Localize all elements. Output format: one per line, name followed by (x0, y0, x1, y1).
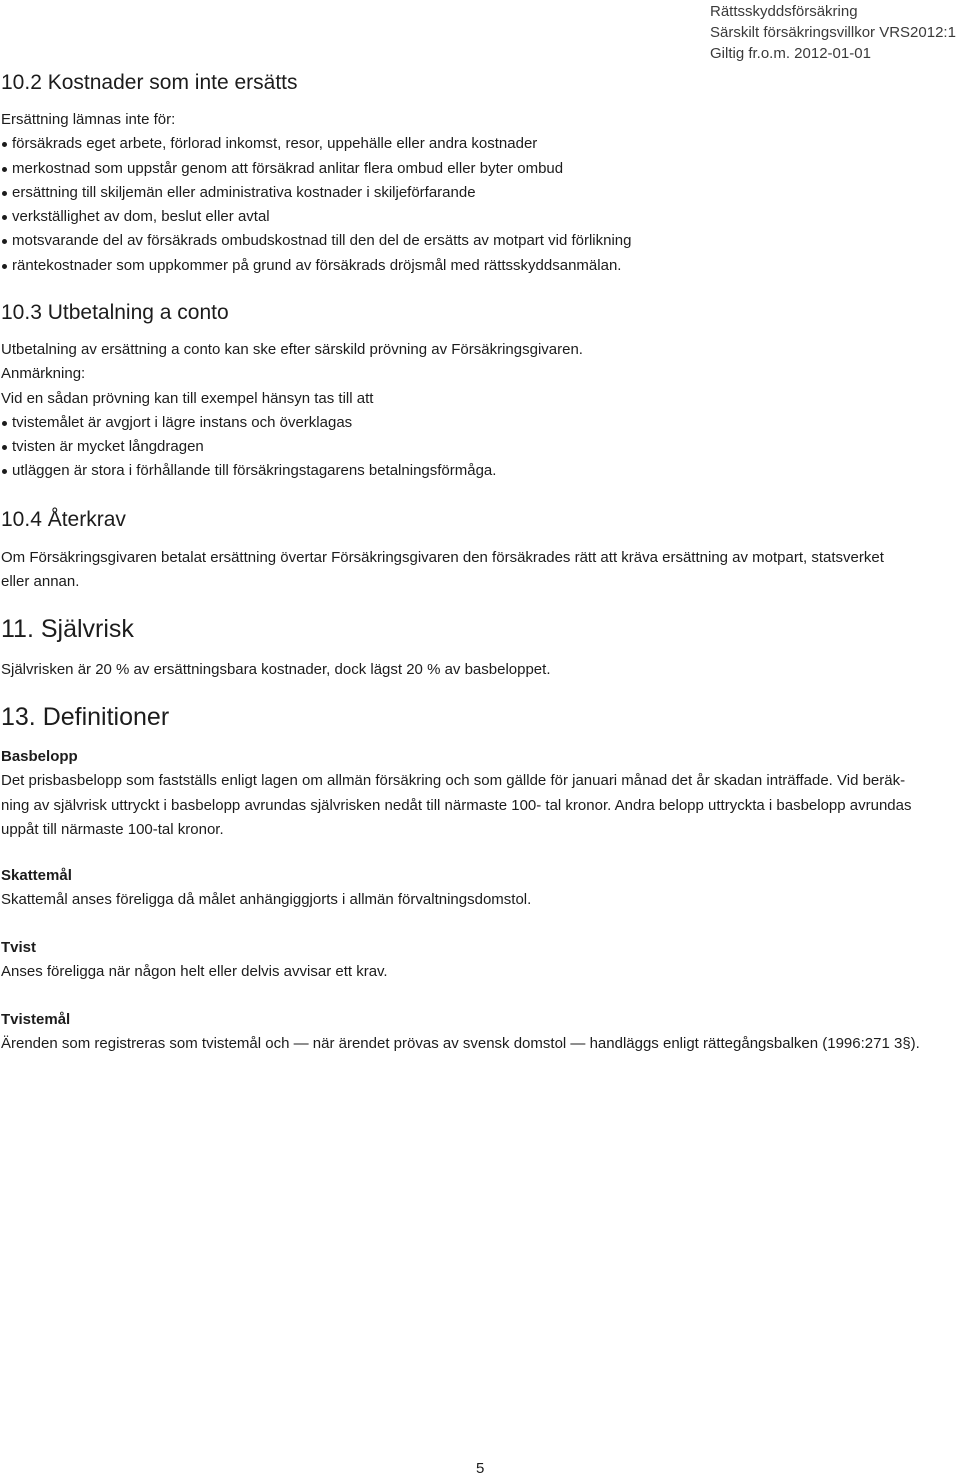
note-label: Anmärkning: (1, 365, 86, 383)
list-item: tvisten är mycket långdragen (1, 435, 956, 459)
definition-text: Ärenden som registreras som tvistemål och — när ärendet prövas av svensk domstol — handläggs enligt rättegångsbalken (1996:271 3§). (1, 1035, 920, 1053)
section-11-text: Självrisken är 20 % av ersättningsbara kostnader, dock lägst 20 % av basbeloppet. (1, 661, 551, 678)
definition-term: Tvistemål (1, 1011, 71, 1028)
page-number: 5 (476, 1460, 485, 1477)
section-10-3-heading: 10.3 Utbetalning a conto (1, 301, 229, 324)
list-item: verkställighet av dom, beslut eller avtal (1, 205, 956, 229)
note-intro: Vid en sådan prövning kan till exempel hänsyn tas till att (1, 389, 374, 407)
definition-text: Det prisbasbelopp som fastställs enligt lagen om allmän försäkring och som gällde för januari månad det år skadan inträffade. Vid beräk- (1, 772, 906, 790)
header-valid-from: Giltig fr.o.m. 2012-01-01 (710, 45, 871, 62)
list-item: försäkrads eget arbete, förlorad inkomst, resor, uppehälle eller andra kostnader (1, 132, 956, 156)
section-10-3-body (1, 338, 956, 484)
definition-term: Basbelopp (1, 748, 78, 765)
section-10-3-list (1, 411, 956, 484)
definition-skattemal (1, 864, 956, 913)
list-item: utläggen är stora i förhållande till försäkringstagarens betalningsförmåga. (1, 459, 956, 483)
header-product: Rättsskyddsförsäkring (710, 3, 858, 20)
list-item: merkostnad som uppstår genom att försäkrad anlitar flera ombud eller byter ombud (1, 157, 956, 181)
section-11-body (1, 658, 956, 682)
document-header (710, 1, 960, 64)
section-10-4-heading: 10.4 Återkrav (1, 508, 126, 531)
list-item: ersättning till skiljemän eller administrativa kostnader i skiljeförfarande (1, 181, 956, 205)
section-10-2-intro: Ersättning lämnas inte för: (1, 111, 176, 128)
list-item: tvistemålet är avgjort i lägre instans och överklagas (1, 411, 956, 435)
definition-term: Tvist (1, 939, 37, 956)
definition-basbelopp (1, 745, 956, 842)
section-10-4-line: eller annan. (1, 573, 80, 591)
section-10-2-heading: 10.2 Kostnader som inte ersätts (1, 71, 298, 94)
list-item: räntekostnader som uppkommer på grund av försäkrads dröjsmål med rättsskyddsanmälan. (1, 254, 956, 278)
section-10-4-line: Om Försäkringsgivaren betalat ersättning övertar Försäkringsgivaren den försäkrades rätt att kräva ersättning av motpart, statsverket (1, 549, 884, 566)
definition-text: ning av självrisk uttryckt i basbelopp avrundas självrisken nedåt till närmaste 100- tal kronor. Andra belopp uttryckta i basbelopp avrundas (1, 796, 912, 814)
section-11-heading: 11. Självrisk (1, 615, 134, 643)
section-13-heading: 13. Definitioner (1, 703, 170, 731)
header-terms-id: Särskilt försäkringsvillkor VRS2012:1 (710, 24, 956, 41)
section-10-4-body (1, 546, 956, 595)
definition-term: Skattemål (1, 867, 72, 884)
definition-tvist (1, 936, 956, 985)
section-10-3-text: Utbetalning av ersättning a conto kan ske efter särskild prövning av Försäkringsgivaren. (1, 341, 583, 358)
definition-text: uppåt till närmaste 100-tal kronor. (1, 820, 224, 838)
section-10-2-body (1, 108, 956, 278)
definition-text: Skattemål anses föreligga då målet anhängiggjorts i allmän förvaltningsdomstol. (1, 891, 532, 909)
definition-text: Anses föreligga när någon helt eller delvis avvisar ett krav. (1, 963, 388, 981)
section-10-2-list (1, 132, 956, 278)
list-item: motsvarande del av försäkrads ombudskostnad till den del de ersätts av motpart vid förlikning (1, 229, 956, 253)
definition-tvistemal (1, 1008, 956, 1057)
